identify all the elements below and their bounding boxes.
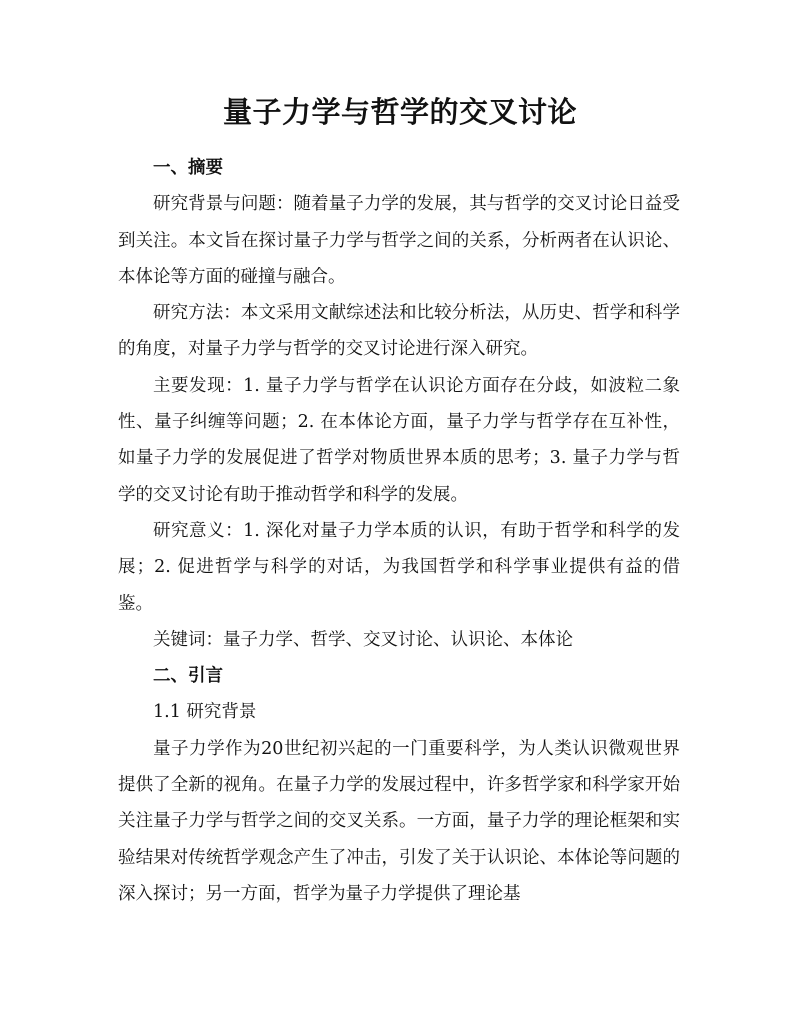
introduction-heading: 二、引言 <box>153 666 223 687</box>
document-body <box>118 150 680 912</box>
document-title: 量子力学与哲学的交叉讨论 <box>222 95 577 129</box>
abstract-findings-paragraph: 主要发现：1. 量子力学与哲学在认识论方面存在分歧，如波粒二象性、量子纠缠等问题；2. 在本体论方面，量子力学与哲学存在互补性，如量子力学的发展促进了哲学对物质世界本质的思考；3. 量子力学与哲学的交叉讨论有助于推动哲学和科学的发展。 <box>118 375 680 505</box>
abstract-background-paragraph: 研究背景与问题：随着量子力学的发展，其与哲学的交叉讨论日益受到关注。本文旨在探讨量子力学与哲学之间的关系，分析两者在认识论、本体论等方面的碰撞与融合。 <box>118 194 680 287</box>
abstract-significance-paragraph: 研究意义：1. 深化对量子力学本质的认识，有助于哲学和科学的发展；2. 促进哲学与科学的对话，为我国哲学和科学事业提供有益的借鉴。 <box>118 520 680 614</box>
keywords-line: 关键词：量子力学、哲学、交叉讨论、认识论、本体论 <box>153 629 573 650</box>
abstract-heading: 一、摘要 <box>153 158 223 178</box>
introduction-paragraph: 量子力学作为20世纪初兴起的一门重要科学，为人类认识微观世界提供了全新的视角。在量子力学的发展过程中，许多哲学家和科学家开始关注量子力学与哲学之间的交叉关系。一方面，量子力学的理论框架和实验结果对传统哲学观念产生了冲击，引发了关于认识论、本体论等问题的深入探讨；另一方面，哲学为量子力学提供了理论基 <box>118 738 680 904</box>
abstract-methods-paragraph: 研究方法：本文采用文献综述法和比较分析法，从历史、哲学和科学的角度，对量子力学与哲学的交叉讨论进行深入研究。 <box>118 303 680 360</box>
background-subheading: 1.1 研究背景 <box>153 702 257 723</box>
